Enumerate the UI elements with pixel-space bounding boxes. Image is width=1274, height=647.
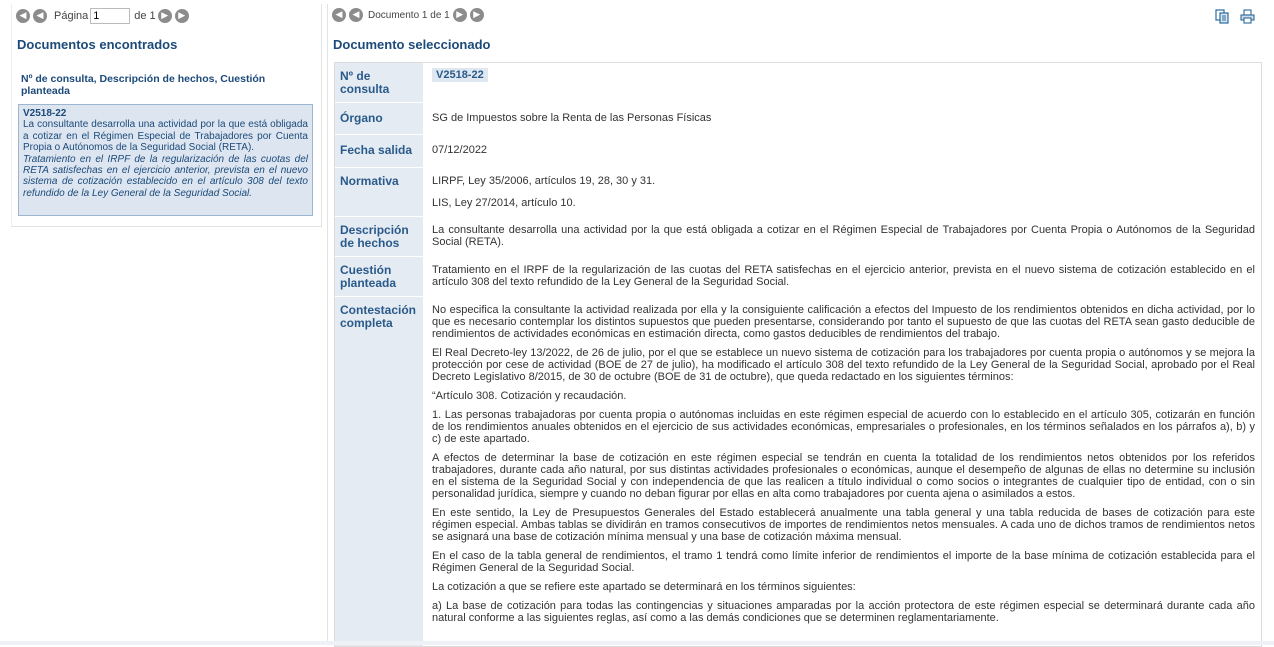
contestacion-paragraph: En este sentido, la Ley de Presupuestos Generales del Estado establecerá anualmente una tabla general y una tabla reducida de bases de cotización para este régimen especial. Ambas tablas se dividirán en tramos consecutivos de importes de rendimientos netos mensuales. A cada uno de dichos tramos de rendimientos netos se asignará una base de cotización mínima mensual y una base de cotización máxima mensual. — [432, 507, 1255, 543]
cuestion-label: Cuestión planteada — [335, 257, 423, 296]
contestacion-paragraph: 1. Las personas trabajadoras por cuenta propia o autónomas incluidas en este régimen especial de acuerdo con lo establecido en el artículo 305, cotizarán en función de los rendimientos anuales obtenidos en el ejercicio de sus actividades económicas, empresariales o profesionales, en los términos señalados en los párrafos a), b) y c) de este apartado. — [432, 409, 1255, 445]
result-description: La consultante desarrolla una actividad por la que está obligada a cotizar en el Régimen Especial de Trabajadores por Cuenta Propia o Autónomos de la Seguridad Social (RETA). — [23, 119, 308, 154]
next-page-icon[interactable]: ▶ — [158, 9, 172, 23]
previous-page-icon[interactable]: ◀ — [33, 9, 47, 23]
contestacion-paragraph: a) La base de cotización para todas las contingencias y situaciones amparadas por la acción protectora de este régimen especial se determinará durante cada año natural conforme a las siguientes reglas, así como a las demás condiciones que se determinen reglamentariamente. — [432, 600, 1255, 624]
page-total-label: de 1 — [134, 10, 156, 22]
last-document-icon[interactable]: ▶ — [470, 8, 484, 22]
result-code: V2518-22 — [23, 108, 67, 119]
page-label: Página — [54, 10, 89, 22]
fecha-label: Fecha salida — [335, 135, 423, 167]
results-pager — [16, 8, 192, 26]
copy-document-icon[interactable] — [1215, 9, 1230, 24]
organo-label: Órgano — [335, 103, 423, 134]
row-organo — [335, 103, 1261, 135]
print-icon[interactable] — [1240, 9, 1255, 24]
contestacion-text — [423, 297, 1261, 647]
bottom-divider — [0, 641, 1274, 645]
document-panel — [327, 4, 1271, 645]
result-question: Tratamiento en el IRPF de la regularización de las cuotas del RETA satisfechas en el ejercicio anterior, prevista en el nuevo sistema de cotización establecido en el artículo 308 del texto refundido de la Ley General de la Seguridad Social. — [23, 153, 308, 199]
row-contestacion — [335, 297, 1261, 647]
descripcion-label: Descripción de hechos — [335, 217, 423, 256]
row-cuestion — [335, 257, 1261, 297]
contestacion-paragraph: En el caso de la tabla general de rendimientos, el tramo 1 tendrá como límite inferior de rendimientos el importe de la base mínima de cotización establecida para el Régimen General de la Seguridad Social. — [432, 550, 1255, 574]
row-descripcion — [335, 217, 1261, 257]
organo-value: SG de Impuestos sobre la Renta de las Personas Físicas — [432, 112, 712, 124]
document-pager — [332, 8, 487, 22]
search-results-panel — [11, 4, 322, 227]
next-document-icon[interactable]: ▶ — [453, 8, 467, 22]
results-column-header: Nº de consulta, Descripción de hechos, Cuestión planteada — [21, 73, 266, 97]
fecha-value: 07/12/2022 — [432, 144, 488, 156]
first-page-icon[interactable]: ◀ — [16, 9, 30, 23]
results-title: Documentos encontrados — [17, 37, 178, 52]
normativa-label: Normativa — [335, 168, 423, 216]
normativa-item: LIRPF, Ley 35/2006, artículos 19, 28, 30 y 31. — [432, 175, 656, 187]
contestacion-label: Contestación completa — [335, 297, 423, 647]
cuestion-value: Tratamiento en el IRPF de la regularización de las cuotas del RETA satisfechas en el ejercicio anterior, prevista en el nuevo sistema de cotización establecido en el artículo 308 del texto refundido de la Ley General de la Seguridad Social. — [432, 264, 1255, 288]
contestacion-paragraph: “Artículo 308. Cotización y recaudación. — [432, 390, 627, 402]
normativa-item: LIS, Ley 27/2014, artículo 10. — [432, 197, 576, 209]
row-fecha — [335, 135, 1261, 168]
contestacion-paragraph: A efectos de determinar la base de cotización en este régimen especial se tendrán en cuenta la totalidad de los rendimientos netos obtenidos por los referidos trabajadores, durante cada año natural, por sus distintas actividades profesionales o económicas, aunque el desempeño de algunas de ellas no determine su inclusión en el sistema de la Seguridad Social y con independencia de que las realicen a título individual o como socios o integrantes de cualquier tipo de entidad, con o sin personalidad jurídica, siempre y cuando no deban figurar por ellas en alta como trabajadores por cuenta ajena o asimilados a estos. — [432, 452, 1255, 500]
result-list-item[interactable] — [18, 104, 313, 216]
consulta-label: Nº de consulta — [335, 63, 423, 102]
page-number-input[interactable] — [90, 8, 130, 24]
descripcion-value: La consultante desarrolla una actividad por la que está obligada a cotizar en el Régimen Especial de Trabajadores por Cuenta Propia o Autónomos de la Seguridad Social (RETA). — [432, 224, 1255, 248]
document-title: Documento seleccionado — [333, 37, 491, 52]
document-count-label: Documento 1 de 1 — [368, 9, 450, 21]
row-consulta — [335, 63, 1261, 103]
contestacion-paragraph: El Real Decreto-ley 13/2022, de 26 de julio, por el que se establece un nuevo sistema de cotización para los trabajadores por cuenta propia o autónomos y se mejora la protección por cese de actividad (BOE de 27 de julio), ha modificado el artículo 308 del texto refundido de la Ley General de la Seguridad Social, aprobado por el Real Decreto Legislativo 8/2015, de 30 de octubre (BOE de 31 de octubre), que queda redactado en los siguientes términos: — [432, 347, 1255, 383]
contestacion-paragraph: La cotización a que se refiere este apartado se determinará en los términos siguientes: — [432, 581, 856, 593]
previous-document-icon[interactable]: ◀ — [349, 8, 363, 22]
last-page-icon[interactable]: ▶ — [175, 9, 189, 23]
contestacion-paragraph: No especifica la consultante la actividad realizada por ella y la consiguiente calificación a efectos del Impuesto de los rendimientos obtenidos en dicha actividad, por lo que es necesario contemplar los distintos supuestos que pueden presentarse, considerando por tanto el supuesto de que las cuotas del RETA sean gasto deducible de rendimientos de actividades económicas en estimación directa, como gastos deducibles de rendimientos del trabajo. — [432, 304, 1255, 340]
document-details — [334, 62, 1262, 647]
consulta-value: V2518-22 — [432, 68, 488, 82]
first-document-icon[interactable]: ◀ — [332, 8, 346, 22]
document-toolbar — [1209, 8, 1255, 26]
row-normativa — [335, 168, 1261, 217]
